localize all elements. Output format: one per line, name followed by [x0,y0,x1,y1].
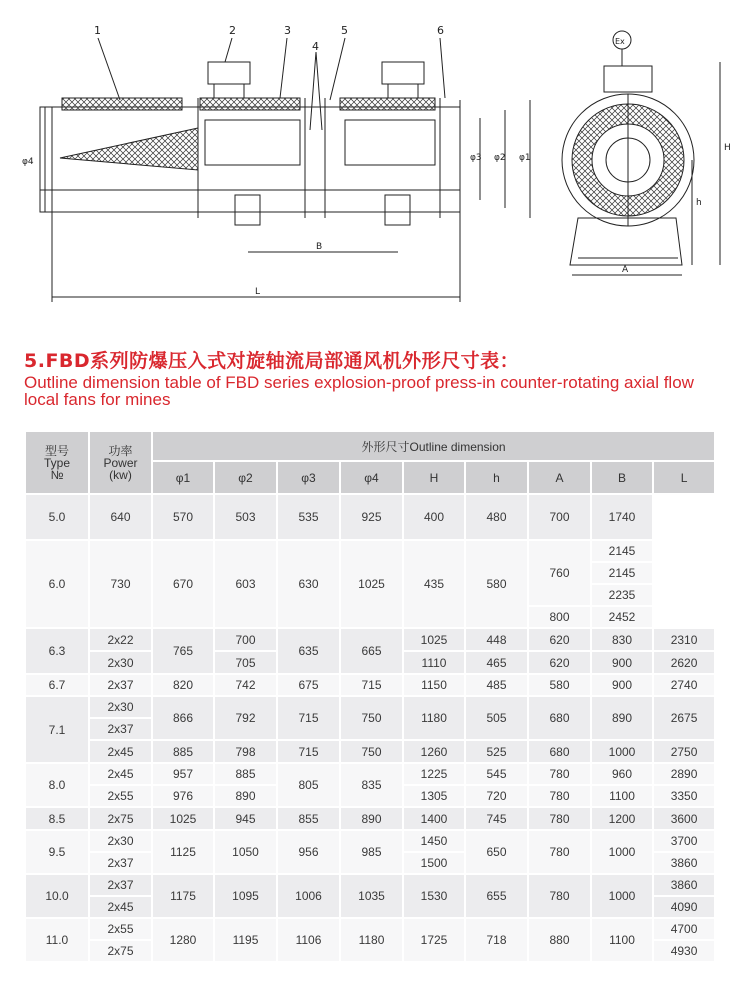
cell-dimension: 945 [214,807,277,830]
cell-dimension: 830 [591,628,653,651]
cell-dimension: 1180 [403,696,465,740]
cell-type: 6.7 [25,674,89,696]
cell-dimension: 890 [214,785,277,807]
table-row [25,807,715,830]
cell-dimension: 3600 [653,807,715,830]
cell-dimension: 1225 [403,763,465,785]
cell-dimension: 505 [465,696,528,740]
cell-dimension: 1450 [403,830,465,852]
table-row [25,763,715,785]
cell-dimension: 3860 [653,852,715,874]
cell-dimension: 2235 [591,584,653,606]
cell-dimension: 1280 [152,918,214,962]
cell-type: 11.0 [25,918,89,962]
cell-dimension: 1000 [591,874,653,918]
cell-dimension: 680 [528,740,591,763]
cell-power: 2x55 [89,785,152,807]
cell-dimension: 800 [528,606,591,628]
silencer-pad-2 [200,98,300,110]
cell-dimension: 700 [214,628,277,651]
cell-dimension: 1150 [403,674,465,696]
dimension-table [24,430,716,963]
cell-type: 7.1 [25,696,89,763]
fan-outline-drawing [0,0,750,318]
cell-dimension: 780 [528,785,591,807]
cell-dimension: 4090 [653,896,715,918]
cell-dimension: 780 [528,874,591,918]
cell-type: 10.0 [25,874,89,918]
cell-type: 5.0 [25,494,89,540]
col-H: H [403,461,465,494]
cell-dimension: 1006 [277,874,340,918]
col-phi3: φ3 [277,461,340,494]
cell-dimension: 780 [528,830,591,874]
cell-dimension: 630 [277,540,340,628]
cell-dimension: 866 [152,696,214,740]
dim-h: h [696,198,702,208]
cell-dimension: 1050 [214,830,277,874]
table-row [25,918,715,940]
cell-type: 8.0 [25,763,89,807]
callout-3: 3 [284,24,291,37]
cell-dimension: 715 [340,674,403,696]
table-row [25,740,715,763]
cell-power: 2x45 [89,740,152,763]
cell-dimension: 1025 [152,807,214,830]
cell-dimension: 890 [591,696,653,740]
cell-dimension: 1125 [152,830,214,874]
cell-dimension: 1035 [340,874,403,918]
type-header: 型号 Type № [25,431,89,494]
junction-box-1 [208,62,250,84]
cell-dimension: 635 [277,628,340,674]
cell-dimension: 2145 [591,562,653,584]
cell-dimension: 1725 [403,918,465,962]
cell-dimension: 2675 [653,696,715,740]
table-row [25,696,715,718]
title-english: Outline dimension table of FBD series explosion-proof press-in counter-rotating axial flow local fans for mines [24,373,694,409]
cell-dimension: 1106 [277,918,340,962]
cell-dimension: 1025 [340,540,403,628]
cell-dimension: 705 [214,651,277,674]
cell-dimension: 960 [591,763,653,785]
cell-dimension: 603 [214,540,277,628]
col-phi2: φ2 [214,461,277,494]
cell-dimension: 1260 [403,740,465,763]
cell-dimension: 1110 [403,651,465,674]
cell-dimension: 798 [214,740,277,763]
cell-dimension: 792 [214,696,277,740]
cell-dimension: 1100 [591,785,653,807]
cell-dimension: 3700 [653,830,715,852]
cell-type: 9.5 [25,830,89,874]
table-row [25,494,715,517]
table-row [25,874,715,896]
cell-dimension: 655 [465,874,528,918]
dim-H: H [724,143,731,153]
dim-B: B [316,242,323,252]
dim-phi1: φ1 [519,153,531,163]
cell-power: 2x45 [89,763,152,785]
col-L: L [653,461,715,494]
cell-power: 2x30 [89,830,152,852]
callout-2: 2 [229,24,236,37]
cell-dimension: 900 [591,651,653,674]
cell-dimension: 400 [403,494,465,540]
cell-power: 2x22 [89,628,152,651]
cell-dimension: 1000 [591,830,653,874]
dim-A: A [622,265,629,275]
cell-dimension: 700 [528,494,591,540]
cell-dimension: 670 [152,540,214,628]
cell-dimension: 1400 [403,807,465,830]
cell-dimension: 750 [340,740,403,763]
dim-phi4: φ4 [22,157,34,167]
cell-dimension: 1200 [591,807,653,830]
cell-dimension: 650 [465,830,528,874]
cell-dimension: 1530 [403,874,465,918]
cell-dimension: 545 [465,763,528,785]
callout-5: 5 [341,24,348,37]
table-row [25,628,715,651]
cell-dimension: 1000 [591,740,653,763]
cell-dimension: 1740 [591,494,653,540]
cell-dimension: 2145 [591,540,653,562]
cell-dimension: 1095 [214,874,277,918]
cell-dimension: 900 [591,674,653,696]
dim-L: L [255,287,261,297]
cell-power: 2x30 [89,651,152,674]
cell-dimension: 480 [465,494,528,540]
cell-dimension: 580 [528,674,591,696]
cell-dimension: 665 [340,628,403,674]
cell-dimension: 835 [340,763,403,807]
silencer-pad-3 [340,98,435,110]
cell-dimension: 4700 [653,918,715,940]
cell-dimension: 675 [277,674,340,696]
cell-dimension: 780 [528,763,591,785]
cell-dimension: 620 [528,628,591,651]
cell-dimension: 855 [277,807,340,830]
cell-dimension: 3350 [653,785,715,807]
cell-dimension: 680 [528,696,591,740]
cell-dimension: 805 [277,763,340,807]
cell-dimension: 620 [528,651,591,674]
cell-dimension: 580 [465,540,528,628]
table-row [25,674,715,696]
cell-dimension: 976 [152,785,214,807]
cell-dimension: 760 [528,540,591,606]
junction-box-2 [382,62,424,84]
cell-dimension: 956 [277,830,340,874]
cell-power: 2x55 [89,918,152,940]
cell-dimension: 1500 [403,852,465,874]
power-header: 功率 Power (kw) [89,431,152,494]
cell-dimension: 485 [465,674,528,696]
title-chinese: 5.FBD系列防爆压入式对旋轴流局部通风机外形尺寸表： [24,350,520,372]
cell-power: 2x37 [89,718,152,740]
cell-power: 2x75 [89,940,152,962]
cell-power: 2x45 [89,896,152,918]
cell-dimension: 1180 [340,918,403,962]
cell-dimension: 745 [465,807,528,830]
col-A: A [528,461,591,494]
cell-power: 2x75 [89,807,152,830]
cell-dimension: 890 [340,807,403,830]
cell-dimension: 885 [152,740,214,763]
cell-dimension: 985 [340,830,403,874]
cell-dimension: 3860 [653,874,715,896]
callout-1: 1 [94,24,101,37]
col-phi1: φ1 [152,461,214,494]
cell-dimension: 1175 [152,874,214,918]
cell-dimension: 4930 [653,940,715,962]
cell-dimension: 715 [277,696,340,740]
cell-power: 2x37 [89,852,152,874]
cell-dimension: 765 [152,628,214,674]
cell-dimension: 718 [465,918,528,962]
cell-dimension: 465 [465,651,528,674]
cell-dimension: 448 [465,628,528,651]
cell-power: 2x37 [89,674,152,696]
table-row [25,540,715,562]
callout-6: 6 [437,24,444,37]
cell-dimension: 1305 [403,785,465,807]
cell-dimension: 2750 [653,740,715,763]
col-h: h [465,461,528,494]
cell-type: 6.0 [25,540,89,628]
cell-power: 2x30 [89,696,152,718]
dimension-header: 外形尺寸Outline dimension [152,431,715,461]
cell-dimension: 880 [528,918,591,962]
cell-dimension: 535 [277,494,340,540]
callout-4: 4 [312,40,319,53]
cell-dimension: 715 [277,740,340,763]
dim-phi3: φ3 [470,153,482,163]
cell-dimension: 503 [214,494,277,540]
col-B: B [591,461,653,494]
cell-dimension: 525 [465,740,528,763]
cell-dimension: 640 [89,494,152,540]
cell-dimension: 2310 [653,628,715,651]
cell-dimension: 925 [340,494,403,540]
cell-dimension: 957 [152,763,214,785]
cell-dimension: 820 [152,674,214,696]
cell-dimension: 1100 [591,918,653,962]
cell-dimension: 1025 [403,628,465,651]
col-phi4: φ4 [340,461,403,494]
table-body [25,494,715,962]
cell-dimension: 720 [465,785,528,807]
cell-dimension: 750 [340,696,403,740]
exd-mark: Ex [615,37,625,46]
silencer-pad-1 [62,98,182,110]
cell-dimension: 2452 [591,606,653,628]
dim-phi2: φ2 [494,153,506,163]
table-row [25,830,715,852]
cell-type: 8.5 [25,807,89,830]
cell-dimension: 780 [528,807,591,830]
cell-type: 6.3 [25,628,89,674]
cell-dimension: 570 [152,494,214,540]
cell-dimension: 2740 [653,674,715,696]
cell-dimension: 730 [89,540,152,628]
cell-dimension: 2620 [653,651,715,674]
cell-dimension: 1195 [214,918,277,962]
cell-power: 2x37 [89,874,152,896]
cell-dimension: 2890 [653,763,715,785]
cell-dimension: 885 [214,763,277,785]
cell-dimension: 435 [403,540,465,628]
cell-dimension: 742 [214,674,277,696]
